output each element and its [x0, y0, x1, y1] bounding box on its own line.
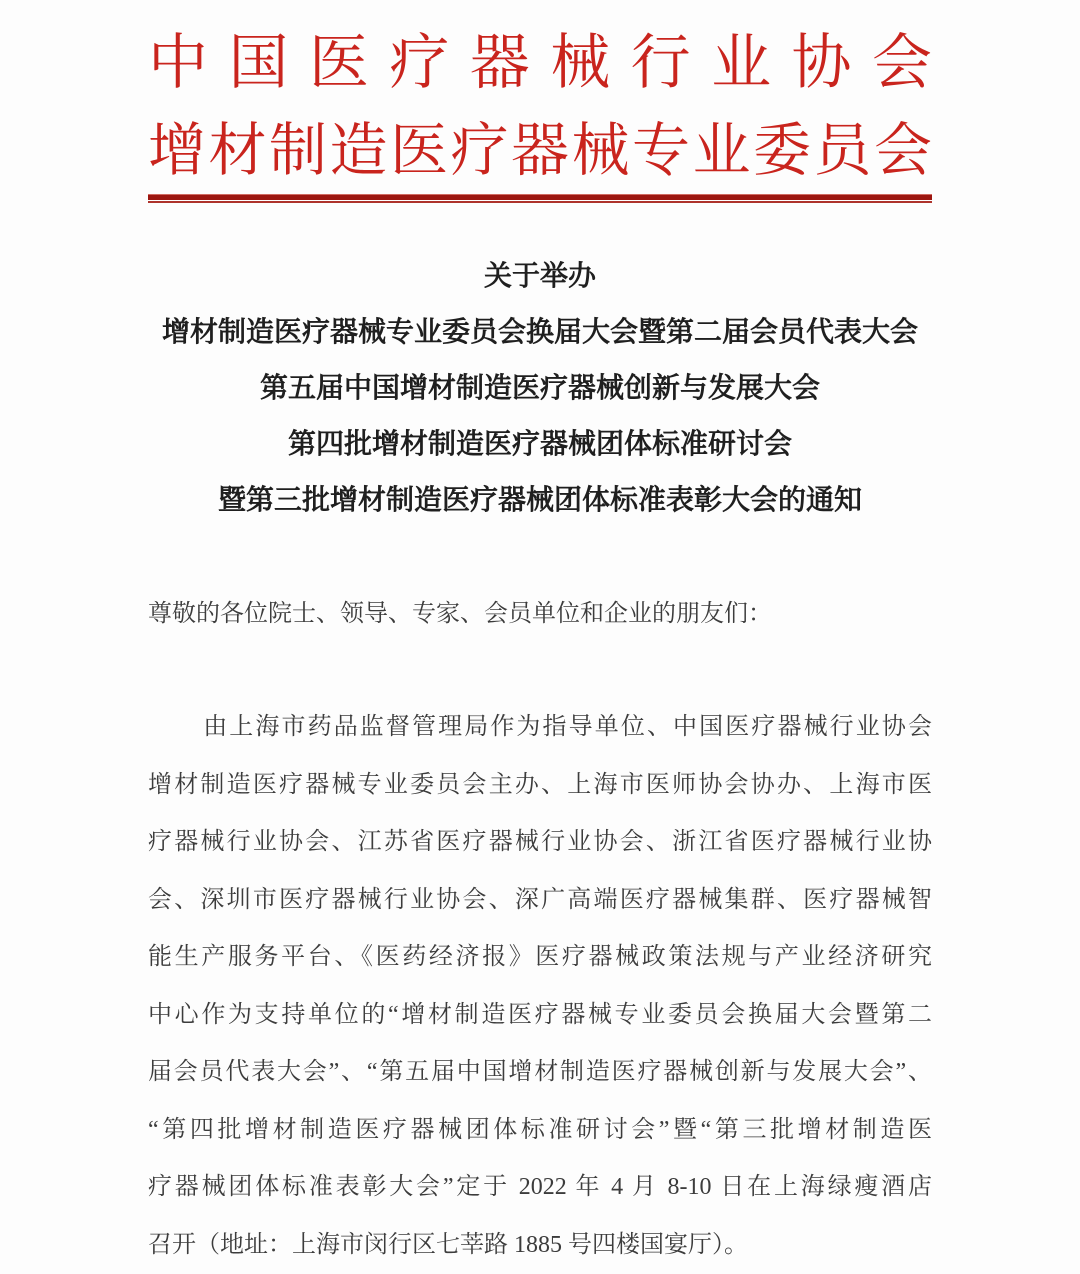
org-name: 中国医疗器械行业协会	[148, 30, 932, 96]
letter-content	[148, 586, 932, 1274]
body-line: 疗器械行业协会、江苏省医疗器械行业协会、浙江省医疗器械行业协	[148, 814, 932, 872]
body-line: 召开（地址：上海市闵行区七莘路 1885 号四楼国宴厅）。	[148, 1217, 932, 1274]
body-line: 疗器械团体标准表彰大会”定于 2022 年 4 月 8-10 日在上海绿瘦酒店	[148, 1159, 932, 1217]
body-line: 由上海市药品监督管理局作为指导单位、中国医疗器械行业协会	[148, 699, 932, 757]
salutation: 尊敬的各位院士、领导、专家、会员单位和企业的朋友们：	[148, 586, 932, 642]
notice-title-line-5: 暨第三批增材制造医疗器械团体标准表彰大会的通知	[148, 473, 932, 529]
body-line: 届会员代表大会”、“第五届中国增材制造医疗器械创新与发展大会”、	[148, 1044, 932, 1102]
body-line: 会、深圳市医疗器械行业协会、深广高端医疗器械集群、医疗器械智	[148, 872, 932, 930]
body-line: 能生产服务平台、《医药经济报》医疗器械政策法规与产业经济研究	[148, 929, 932, 987]
notice-title-line-4: 第四批增材制造医疗器械团体标准研讨会	[148, 417, 932, 473]
body-line: 中心作为支持单位的“增材制造医疗器械专业委员会换届大会暨第二	[148, 987, 932, 1045]
committee-name: 增材制造医疗器械专业委员会	[148, 118, 932, 184]
letter-body-paragraph	[148, 699, 932, 1274]
notice-title-block	[148, 249, 932, 529]
letterhead-divider-rule	[148, 194, 932, 203]
notice-title-line-2: 增材制造医疗器械专业委员会换届大会暨第二届会员代表大会	[148, 305, 932, 361]
letterhead	[148, 30, 932, 203]
document-page	[148, 0, 932, 1274]
notice-title-line-3: 第五届中国增材制造医疗器械创新与发展大会	[148, 361, 932, 417]
notice-title-line-1: 关于举办	[148, 249, 932, 305]
body-line: “第四批增材制造医疗器械团体标准研讨会”暨“第三批增材制造医	[148, 1102, 932, 1160]
body-line: 增材制造医疗器械专业委员会主办、上海市医师协会协办、上海市医	[148, 757, 932, 815]
